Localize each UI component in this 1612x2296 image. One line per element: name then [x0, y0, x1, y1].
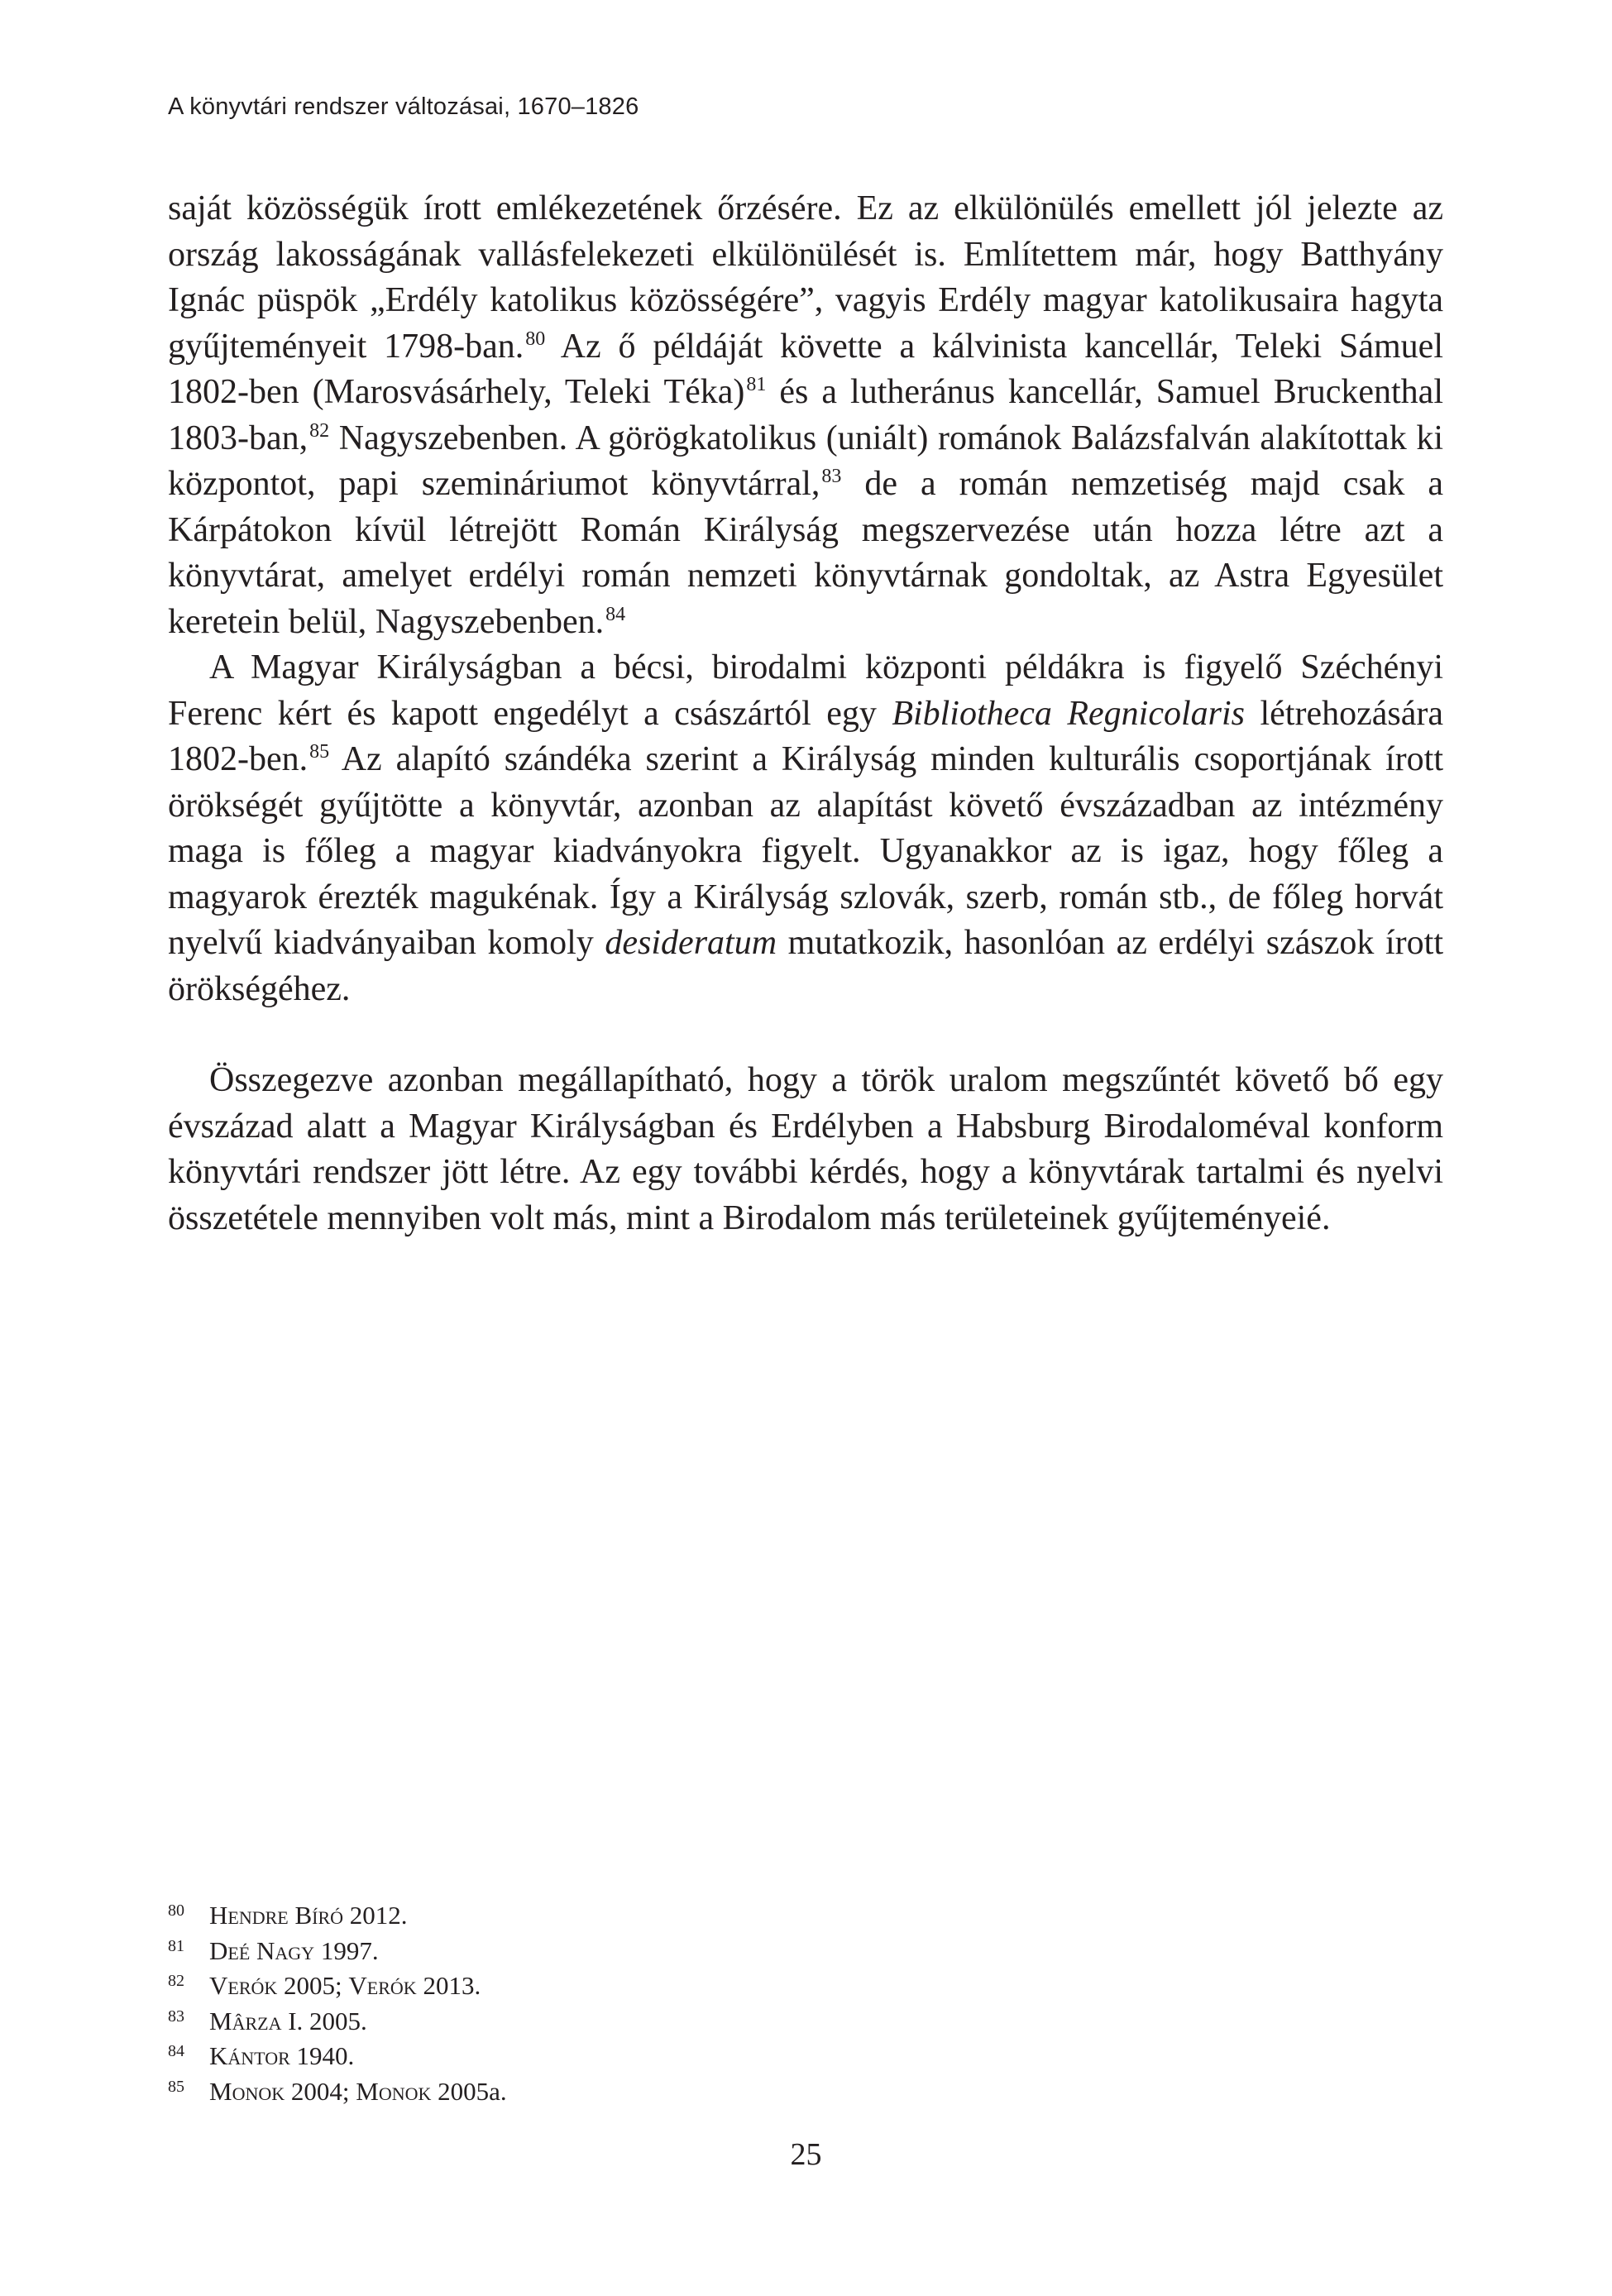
- footnotes-list: [168, 1898, 912, 2109]
- footnote-ref-80[interactable]: 80: [525, 328, 546, 350]
- text-span: és a lutheránus kancellár, Samuel Bruckenthal 1803-ban,: [168, 373, 1443, 457]
- footnote-author: Deé Nagy: [209, 1935, 315, 1965]
- footnote-author: Kántor: [209, 2041, 290, 2070]
- footnote-item: [168, 2039, 912, 2074]
- footnote-text: 2004;: [285, 2076, 356, 2106]
- footnote-number: 82: [168, 1972, 184, 1990]
- footnote-item: [168, 1898, 912, 1934]
- footnote-author: Verók: [209, 1971, 278, 2000]
- italic-title: Bibliotheca Regnicolaris: [892, 694, 1246, 733]
- text-span: Nagyszebenben. A görögkatolikus (uniált) románok Balázsfalván alakítottak ki központot, papi szemináriumot könyvtárral,: [168, 419, 1443, 503]
- footnote-number: 83: [168, 2007, 184, 2026]
- footnote-item: [168, 1934, 912, 1969]
- text-span: Az alapító szándéka szerint a Királyság minden kulturális csoportjának írott örökségét gyűjtötte a könyvtár, azonban az alapítást követő évszázadban az intézmény maga is főleg a magyar kiadványokra figyelt. Ugyanakkor az is igaz, hogy főleg a magyarok érezték magukénak. Így a Királyság szlovák, szerb, román stb., de főleg horvát nyelvű kiadványaiban komoly: [168, 740, 1443, 962]
- main-text: [168, 186, 1443, 1241]
- footnote-ref-83[interactable]: 83: [821, 466, 842, 487]
- footnote-text: I. 2005.: [281, 2006, 367, 2035]
- footnote-text: 2005;: [277, 1971, 349, 2000]
- text-span: de a román nemzetiség majd csak a Kárpátokon kívül létrejött Román Királyság megszervezése után hozza létre azt a könyvtárat, amelyet erdélyi román nemzeti könyvtárnak gondoltak, az Astra Egyesület keretein belül, Nagyszebenben.: [168, 465, 1444, 641]
- footnote-item: [168, 2074, 912, 2110]
- footnote-ref-85[interactable]: 85: [309, 741, 330, 763]
- text-span: létrehozására 1802-ben.: [168, 694, 1443, 778]
- footnote-ref-82[interactable]: 82: [309, 419, 330, 442]
- footnote-number: 81: [168, 1936, 184, 1955]
- footnote-item: [168, 1968, 912, 2004]
- footnote-ref-84[interactable]: 84: [605, 603, 626, 625]
- paragraph-2: [168, 645, 1443, 1012]
- text-span: saját közösségük írott emlékezetének őrzésére. Ez az elkülönülés emellett jól jelezte az ország lakosságának vallásfelekezeti elkülönülését is. Említettem már, hogy Batthyány Ignác püspök „Erdély katolikus közösségére”, vagyis Erdély magyar katolikusaira hagyta gyűjteményeit 1798-ban.: [168, 189, 1443, 366]
- footnote-text: 2005a.: [431, 2076, 507, 2106]
- footnote-number: 85: [168, 2077, 184, 2096]
- page-number: 25: [790, 2137, 822, 2172]
- footnote-text: 2013.: [416, 1971, 481, 2000]
- footnote-text: 1997.: [314, 1935, 379, 1965]
- footnote-number: 80: [168, 1901, 184, 1920]
- footnote-number: 84: [168, 2042, 184, 2060]
- footnote-author: Verók: [348, 1971, 417, 2000]
- italic-term: desideratum: [605, 924, 777, 962]
- footnote-author: Hendre Bíró: [209, 1901, 344, 1930]
- footnote-item: [168, 2004, 912, 2040]
- footnote-author: Mârza: [209, 2006, 282, 2035]
- running-header: A könyvtári rendszer változásai, 1670–1826: [168, 93, 639, 120]
- footnote-text: 2012.: [343, 1901, 408, 1930]
- footnote-text: 1940.: [289, 2041, 355, 2070]
- text-span: Az ő példáját követte a kálvinista kancellár, Teleki Sámuel 1802-ben (Marosvásárhely, Teleki Téka): [168, 327, 1443, 411]
- text-span: A Magyar Királyságban a bécsi, birodalmi központi példákra is figyelő Széchényi Ferenc kért és kapott engedélyt a császártól egy: [168, 648, 1443, 733]
- footnote-ref-81[interactable]: 81: [746, 374, 767, 395]
- text-span: mutatkozik, hasonlóan az erdélyi szászok írott örökségéhez.: [168, 924, 1443, 1008]
- footnote-author: Monok: [209, 2076, 285, 2106]
- paragraph-3: [168, 1058, 1443, 1241]
- paragraph-1: [168, 186, 1443, 645]
- text-span: Összegezve azonban megállapítható, hogy a török uralom megszűntét követő bő egy évszázad alatt a Magyar Királyságban és Erdélyben a Habsburg Birodaloméval konform könyvtári rendszer jött létre. Az egy további kérdés, hogy a könyvtárak tartalmi és nyelvi összetétele mennyiben volt más, mint a Birodalom más területeinek gyűjteményeié.: [168, 1061, 1443, 1237]
- footnote-author: Monok: [356, 2076, 432, 2106]
